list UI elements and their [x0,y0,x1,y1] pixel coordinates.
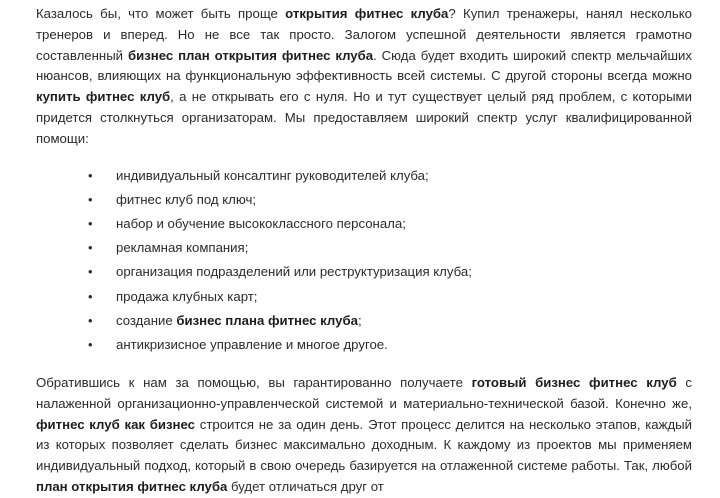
intro-bold-buy-fitness-club: купить фитнес клуб [36,89,171,105]
bullet-icon: • [88,191,93,207]
intro-bold-business-plan: бизнес план открытия фитнес клуба [127,47,374,63]
intro-paragraph [36,4,692,150]
list-item: • продажа клубных карт; [116,285,692,309]
list-item: • рекламная компания; [116,236,692,260]
bullet-icon: • [88,288,93,304]
intro-text-2: ? Купил тренажеры, нанял несколько тренеров и вперед. Но не все так просто. Залогом успешной деятельности является грамотно составленный [36,6,693,63]
second-paragraph [36,373,692,498]
list-item: • антикризисное управление и многое другое. [116,333,692,357]
bullet-icon: • [88,240,93,256]
second-bold-ready-business: готовый бизнес фитнес клуб [471,375,677,391]
bullet-icon: • [88,264,93,280]
intro-text-1: Казалось бы, что может быть проще [36,6,286,21]
second-text-2: с налаженной организационно-управленческой системой и материально-технической базой. Конечно же, [36,375,692,411]
list-item: • создание бизнес плана фитнес клуба; [116,309,692,333]
second-bold-opening-plan: план открытия фитнес клуба [36,479,228,495]
list-item: • организация подразделений или реструктуризация клуба; [116,260,692,284]
intro-text-4: , а не открывать его с нуля. Но и тут существует целый ряд проблем, с которыми придется столкнуться организаторам. Мы предоставляем широкий спектр услуг квалифицированной помощи: [36,89,692,146]
list-item: • набор и обучение высококлассного персонала; [116,212,692,236]
second-text-1: Обратившись к нам за помощью, вы гарантированно получаете [36,375,472,391]
second-bold-club-as-business: фитнес клуб как бизнес [36,416,196,432]
intro-text-3: . Сюда будет входить широкий спектр мельчайших нюансов, влияющих на функциональную эффективность всей системы. С другой стороны всегда можно [36,47,692,84]
list-bold-business-plan: бизнес плана фитнес клуба [176,312,358,328]
second-text-4: будет отличаться друг от [227,479,384,495]
second-text-3: строится не за один день. Этот процесс делится на несколько этапов, каждый из которых позволяет сделать бизнес максимально доходным. К каждому из проектов мы применяем индивидуальный подход, который в свою очередь базируется на отлаженной системе работы. Так, любой [36,416,692,474]
bullet-icon: • [88,336,93,352]
intro-bold-fitness-club-opening: открытия фитнес клуба [285,6,449,21]
list-item: • индивидуальный консалтинг руководителей клуба; [116,164,692,188]
bullet-icon: • [88,215,93,231]
bullet-icon: • [88,167,93,183]
bullet-icon: • [88,312,93,328]
services-list [36,164,692,358]
list-item: • фитнес клуб под ключ; [116,188,692,212]
